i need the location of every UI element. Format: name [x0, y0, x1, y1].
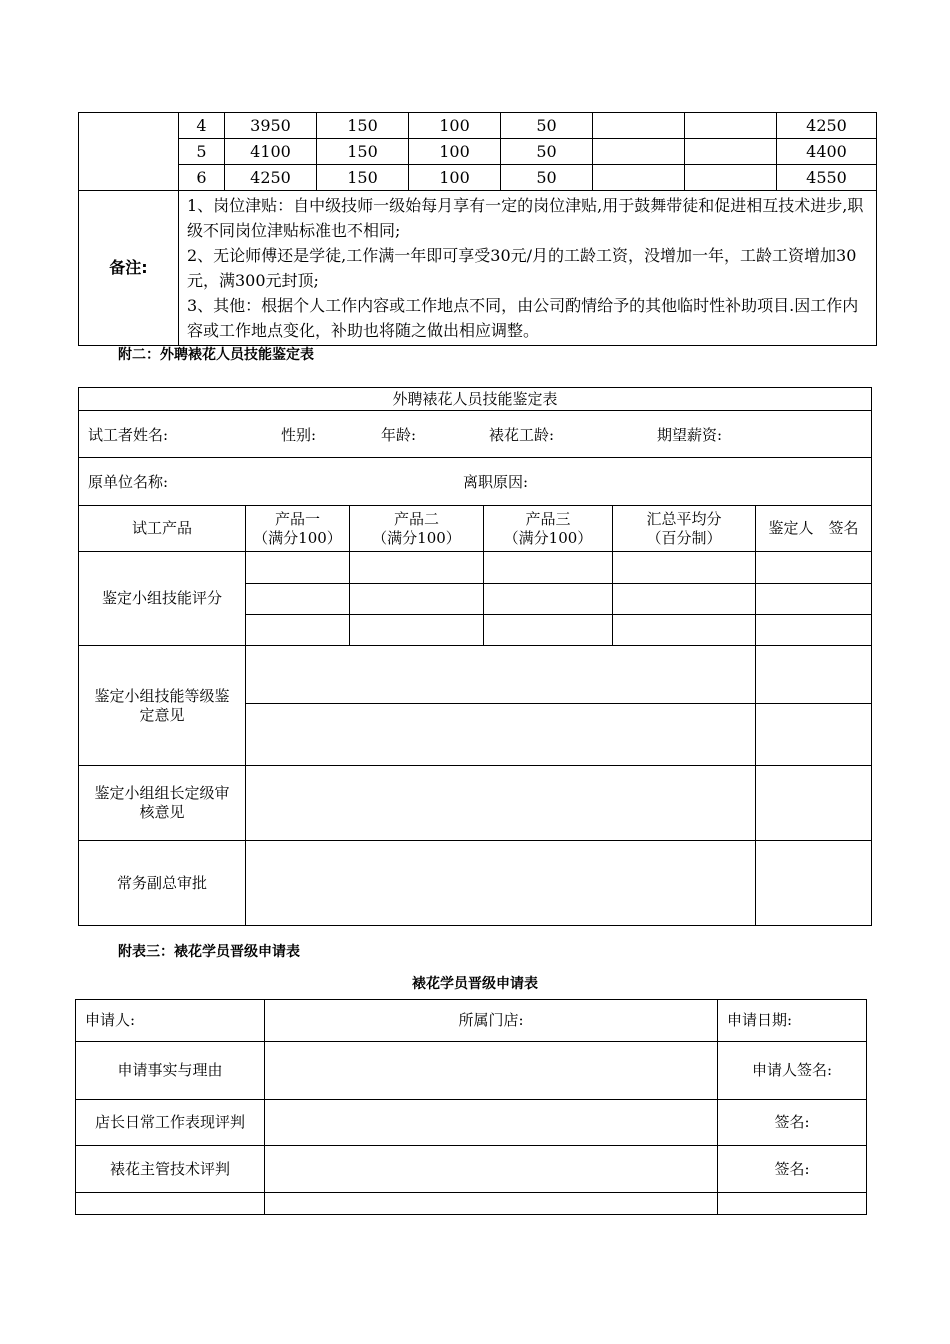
amount-cell: 50 [501, 139, 593, 165]
previous-employer-row [79, 458, 872, 506]
opinion-cell[interactable] [246, 646, 756, 704]
amount-cell [593, 139, 685, 165]
promotion-form-title: 裱花学员晋级申请表 [412, 976, 538, 992]
store-label: 所属门店: [265, 1000, 718, 1042]
amount-cell: 50 [501, 113, 593, 139]
signer-header: 鉴定人 签名 [756, 506, 872, 552]
remarks-label: 备注: [79, 191, 179, 346]
manager-eval-cell[interactable] [265, 1100, 718, 1146]
experience-label: 裱花工龄: [489, 426, 555, 444]
product3-header [484, 506, 613, 552]
reason-label: 申请事实与理由 [76, 1042, 265, 1100]
approval-label: 常务副总审批 [79, 841, 246, 926]
manager-eval-label: 店长日常工作表现评判 [76, 1100, 265, 1146]
salary-table [78, 112, 877, 346]
date-label: 申请日期: [718, 1000, 867, 1042]
supervisor-eval-label: 裱花主管技术评判 [76, 1146, 265, 1193]
applicant-label: 申请人: [76, 1000, 265, 1042]
base-salary-cell: 3950 [225, 113, 317, 139]
score-cell[interactable] [246, 615, 350, 646]
score-cell[interactable] [350, 552, 484, 584]
score-cell[interactable] [484, 552, 613, 584]
product-header: 试工产品 [79, 506, 246, 552]
product1-max: （满分100） [253, 528, 342, 547]
remarks-text [179, 191, 877, 346]
product1-header [246, 506, 350, 552]
skill-assessment-table [78, 387, 872, 926]
appendix3-heading: 附表三：裱花学员晋级申请表 [118, 944, 300, 960]
total-cell: 4400 [777, 139, 877, 165]
age-label: 年龄: [381, 426, 417, 444]
manager-signature-label: 签名: [718, 1100, 867, 1146]
score-cell[interactable] [613, 552, 756, 584]
level-cell: 5 [179, 139, 225, 165]
applicant-signature-label: 申请人签名: [718, 1042, 867, 1100]
base-salary-cell: 4250 [225, 165, 317, 191]
score-cell[interactable] [484, 615, 613, 646]
amount-cell: 100 [409, 113, 501, 139]
score-cell[interactable] [613, 584, 756, 615]
amount-cell: 150 [317, 139, 409, 165]
amount-cell: 150 [317, 165, 409, 191]
score-cell[interactable] [350, 584, 484, 615]
amount-cell: 100 [409, 165, 501, 191]
amount-cell: 100 [409, 139, 501, 165]
supervisor-signature-label: 签名: [718, 1146, 867, 1193]
opinion-cell[interactable] [246, 841, 756, 926]
blank-cell[interactable] [76, 1193, 265, 1215]
remarks-row [79, 191, 877, 346]
expected-salary-label: 期望薪资: [657, 426, 723, 444]
amount-cell [685, 113, 777, 139]
score-cell[interactable] [613, 615, 756, 646]
amount-cell [685, 139, 777, 165]
opinion-cell[interactable] [246, 704, 756, 766]
leader-review-label: 鉴定小组组长定级审核意见 [79, 766, 246, 841]
level-cell: 6 [179, 165, 225, 191]
product3-max: （满分100） [503, 528, 593, 547]
level-opinion-label: 鉴定小组技能等级鉴定意见 [79, 646, 246, 766]
salary-row [79, 113, 877, 139]
leave-reason-label: 离职原因: [463, 473, 529, 491]
product3-name: 产品三 [525, 509, 571, 528]
name-label: 试工者姓名: [88, 426, 169, 444]
supervisor-eval-cell[interactable] [265, 1146, 718, 1193]
salary-blank-cell [79, 113, 179, 191]
total-cell: 4550 [777, 165, 877, 191]
reason-input-cell[interactable] [265, 1042, 718, 1100]
signature-cell[interactable] [756, 646, 872, 704]
signature-cell[interactable] [756, 552, 872, 584]
salary-row [79, 165, 877, 191]
opinion-cell[interactable] [246, 766, 756, 841]
product2-max: （满分100） [372, 528, 461, 547]
score-row-label: 鉴定小组技能评分 [79, 552, 246, 646]
remark-item: 2、无论师傅还是学徒,工作满一年即可享受30元/月的工龄工资，没增加一年，工龄工资增加30元，满300元封顶; [187, 246, 857, 290]
appendix2-heading: 附二：外聘裱花人员技能鉴定表 [118, 347, 314, 363]
amount-cell [593, 165, 685, 191]
blank-cell[interactable] [265, 1193, 718, 1215]
blank-cell[interactable] [718, 1193, 867, 1215]
level-cell: 4 [179, 113, 225, 139]
signature-cell[interactable] [756, 766, 872, 841]
score-cell[interactable] [350, 615, 484, 646]
signature-cell[interactable] [756, 584, 872, 615]
signature-cell[interactable] [756, 704, 872, 766]
signature-cell[interactable] [756, 841, 872, 926]
score-cell[interactable] [246, 584, 350, 615]
amount-cell: 150 [317, 113, 409, 139]
remark-item: 3、其他：根据个人工作内容或工作地点不同，由公司酌情给予的其他临时性补助项目.因工作内容或工作地点变化，补助也将随之做出相应调整。 [187, 296, 859, 340]
salary-row [79, 139, 877, 165]
average-name: 汇总平均分 [646, 509, 722, 528]
average-header [613, 506, 756, 552]
previous-employer-label: 原单位名称: [88, 473, 169, 491]
base-salary-cell: 4100 [225, 139, 317, 165]
amount-cell [685, 165, 777, 191]
average-scale: （百分制） [646, 528, 722, 547]
product2-name: 产品二 [393, 509, 439, 528]
promotion-application-table [75, 999, 867, 1215]
product2-header [350, 506, 484, 552]
total-cell: 4250 [777, 113, 877, 139]
amount-cell [593, 113, 685, 139]
assessment-table-title: 外聘裱花人员技能鉴定表 [79, 388, 872, 411]
score-cell[interactable] [246, 552, 350, 584]
product1-name: 产品一 [274, 509, 320, 528]
remark-item: 1、岗位津贴：自中级技师一级始每月享有一定的岗位津贴,用于鼓舞带徒和促进相互技术进步,职级不同岗位津贴标准也不相同; [187, 196, 864, 240]
applicant-info-row [79, 411, 872, 458]
score-cell[interactable] [484, 584, 613, 615]
amount-cell: 50 [501, 165, 593, 191]
signature-cell[interactable] [756, 615, 872, 646]
gender-label: 性别: [281, 426, 317, 444]
